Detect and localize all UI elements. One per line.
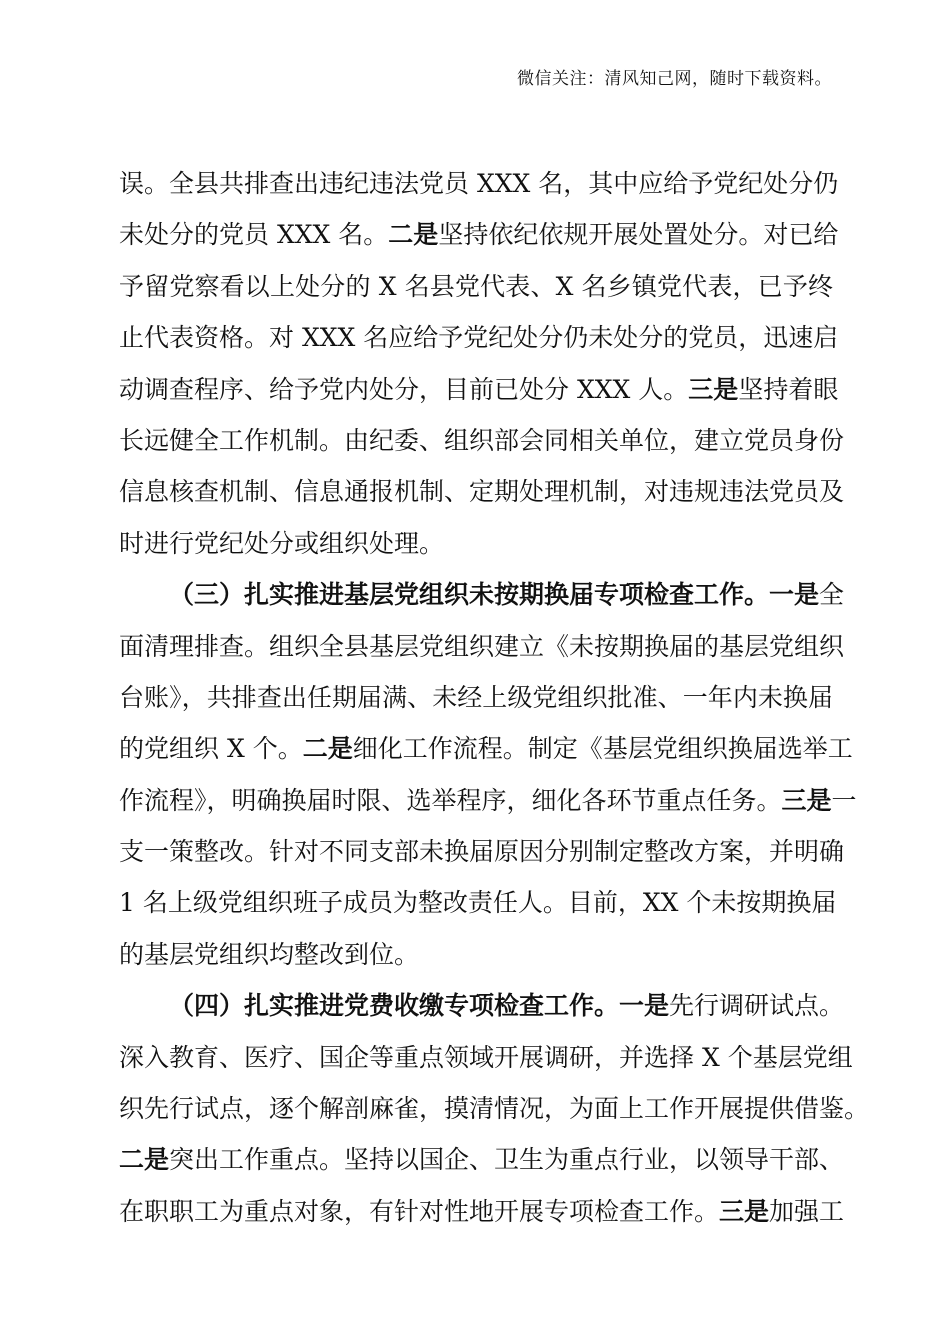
text-line bbox=[119, 261, 833, 312]
bold-text-segment: （三）扎实推进基层党组织未按期换届专项检查工作。 bbox=[169, 580, 770, 610]
text-line bbox=[119, 569, 845, 620]
text-segment: 加强工 bbox=[769, 1196, 845, 1226]
text-segment: 在职职工为重点对象，有针对性地开展专项检查工作。 bbox=[119, 1196, 720, 1226]
text-segment: 予留党察看以上处分的 X 名县党代表、X 名乡镇党代表，已予终 bbox=[119, 271, 833, 301]
text-segment: 一 bbox=[831, 785, 857, 815]
text-segment: 全 bbox=[819, 580, 845, 610]
text-segment: 突出工作重点。坚持以国企、卫生为重点行业，以领导干部、 bbox=[169, 1145, 845, 1175]
text-line bbox=[119, 621, 845, 672]
bold-text-segment: 二是 bbox=[119, 1145, 170, 1175]
text-line bbox=[119, 158, 839, 209]
bold-text-segment: 二是 bbox=[302, 734, 353, 764]
text-segment: 的基层党组织均整改到位。 bbox=[119, 939, 420, 969]
bold-text-segment: 三是 bbox=[688, 374, 739, 404]
text-line bbox=[119, 826, 845, 877]
text-segment: 误。全县共排查出违纪违法党员 XXX 名，其中应给予党纪处分仍 bbox=[119, 169, 839, 198]
text-line bbox=[119, 980, 845, 1031]
text-segment: 织先行试点，逐个解剖麻雀，摸清情况，为面上工作开展提供借鉴。 bbox=[119, 1094, 870, 1124]
text-segment: 动调查程序、给予党内处分，目前已处分 XXX 人。 bbox=[119, 374, 689, 404]
text-segment: 信息核查机制、信息通报机制、定期处理机制，对违规违法党员及 bbox=[119, 477, 845, 507]
text-line bbox=[119, 466, 845, 517]
text-segment: 作流程》，明确换届时限、选举程序，细化各环节重点任务。 bbox=[119, 785, 782, 815]
text-line bbox=[119, 209, 839, 260]
text-line bbox=[119, 1083, 870, 1134]
text-segment: 长远健全工作机制。由纪委、组织部会同相关单位，建立党员身份 bbox=[119, 425, 845, 455]
document-body bbox=[119, 158, 870, 1237]
text-segment: 深入教育、医疗、国企等重点领域开展调研，并选择 X 个基层党组 bbox=[119, 1042, 853, 1072]
text-segment: 止代表资格。对 XXX 名应给予党纪处分仍未处分的党员，迅速启 bbox=[119, 323, 839, 353]
text-line bbox=[119, 1032, 853, 1083]
bold-text-segment: 二是 bbox=[388, 220, 439, 250]
bold-text-segment: 一是 bbox=[619, 991, 670, 1021]
text-line bbox=[119, 877, 837, 928]
text-segment: 细化工作流程。制定《基层党组织换届选举工 bbox=[352, 734, 853, 764]
text-line bbox=[119, 312, 839, 363]
text-segment: 的党组织 X 个。 bbox=[119, 734, 303, 764]
text-segment: 1 名上级党组织班子成员为整改责任人。目前，XX 个未按期换届 bbox=[119, 888, 837, 918]
text-line bbox=[119, 364, 839, 415]
bold-text-segment: 三是 bbox=[719, 1196, 770, 1226]
text-line bbox=[119, 929, 833, 980]
text-line bbox=[119, 1134, 845, 1185]
text-segment: 先行调研试点。 bbox=[669, 991, 845, 1021]
text-segment: 坚持依纪依规开展处置处分。对已给 bbox=[438, 220, 839, 250]
text-line bbox=[119, 672, 833, 723]
text-segment: 台账》，共排查出任期届满、未经上级党组织批准、一年内未换届 bbox=[119, 682, 833, 712]
text-segment: 支一策整改。针对不同支部未换届原因分别制定整改方案，并明确 bbox=[119, 837, 845, 867]
bold-text-segment: （四）扎实推进党费收缴专项检查工作。 bbox=[169, 991, 620, 1021]
text-segment: 面清理排查。组织全县基层党组织建立《未按期换届的基层党组织 bbox=[119, 631, 845, 661]
text-line bbox=[119, 415, 845, 466]
text-segment: 坚持着眼 bbox=[738, 374, 839, 404]
bold-text-segment: 一是 bbox=[769, 580, 820, 610]
text-line bbox=[119, 775, 857, 826]
text-line bbox=[119, 518, 833, 569]
header-note: 微信关注：清风知己网，随时下载资料。 bbox=[517, 69, 832, 89]
bold-text-segment: 三是 bbox=[781, 785, 832, 815]
text-line bbox=[119, 723, 853, 774]
text-segment: 时进行党纪处分或组织处理。 bbox=[119, 528, 445, 558]
text-segment: 未处分的党员 XXX 名。 bbox=[119, 220, 389, 250]
text-line bbox=[119, 1186, 845, 1237]
